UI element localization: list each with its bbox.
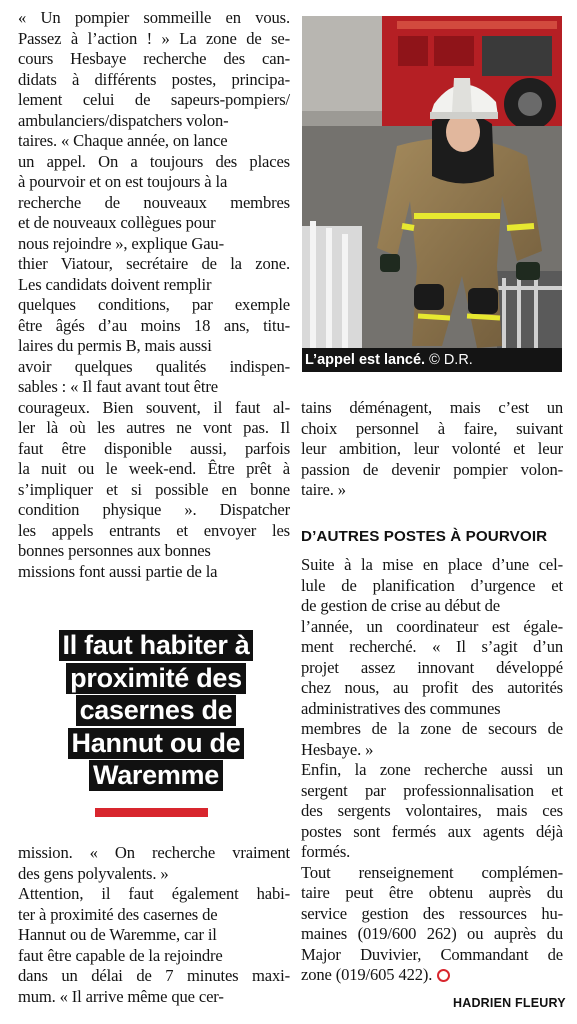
article-text-line: des sergents volontaires, mais ces (301, 801, 563, 820)
photo-caption-text: L’appel est lancé. (305, 352, 426, 368)
firefighter-photo-illustration (302, 16, 562, 372)
article-text-line: cours Hesbaye recherche des can- (18, 49, 290, 68)
article-text-line: ambulanciers/dispatchers volon- (18, 110, 229, 130)
article-text-line: leur ambition, leur volonté et leur (301, 439, 563, 458)
pull-quote-line: Il faut habiter à (59, 630, 254, 661)
article-text-line: choix personnel à faire, suivant (301, 418, 563, 438)
article-text-line: condition physique ». Dispatcher (18, 500, 290, 519)
article-text-line: missions font aussi partie de la (18, 561, 218, 581)
article-photo (302, 16, 562, 372)
article-text-line: ler là où les autres ne vont pas. Il (18, 418, 290, 437)
article-text-line: mission. « On recherche vraiment (18, 843, 290, 862)
article-text-line: administratives des communes (301, 698, 501, 718)
article-text-line: la nuit ou le week-end. Être prêt à (18, 459, 290, 478)
article-text-line: s’impliquer et si possible en bonne (18, 479, 290, 499)
article-text-line: formés. (301, 842, 351, 861)
article-text-line: didats à différents postes, principa- (18, 69, 290, 89)
article-text-line: « Un pompier sommeille en vous. (18, 8, 290, 27)
article-text-line: service gestion des ressources hu- (301, 903, 563, 923)
article-text-line: nous rejoindre », explique Gau- (18, 233, 224, 253)
article-text-line: des gens polyvalents. » (18, 863, 169, 883)
pull-quote-line: Hannut ou de (68, 728, 245, 759)
article-column-right-end (301, 555, 563, 986)
article-text-line: courageux. Bien souvent, il faut al- (18, 397, 290, 417)
article-column-right-mid (301, 398, 563, 501)
end-of-article-icon (437, 969, 450, 982)
article-text-line: zone (019/605 422). (301, 965, 563, 986)
article-text-line: l’année, un coordinateur est égale- (301, 616, 563, 636)
article-text-line: Tout renseignement complémen- (301, 862, 563, 882)
article-text-line: ter à proximité des casernes de (18, 904, 218, 924)
article-text-line: sables : « Il faut avant tout être (18, 377, 218, 396)
article-text-line: lement celui de sapeurs-pompiers/ (18, 90, 290, 109)
article-text-line: projet assez innovant développé (301, 657, 563, 677)
article-text-line: faut être capable de la rejoindre (18, 945, 223, 965)
article-text-line: chez nous, au profit des autorités (301, 678, 563, 697)
photo-caption (302, 348, 562, 372)
article-text-line: mum. « Il arrive même que cer- (18, 986, 224, 1006)
article-text-line: Attention, il faut également habi- (18, 884, 290, 903)
pull-quote-line: Waremme (89, 760, 223, 791)
article-text-line: maines (019/600 262) ou auprès du (301, 924, 563, 943)
article-text-line: passion de devenir pompier volon- (301, 459, 563, 479)
article-text-line: les appels entrants et envoyer les (18, 520, 290, 540)
article-text-line: être âgés d’au moins 18 ans, titu- (18, 315, 290, 335)
article-text-line: Hannut ou de Waremme, car il (18, 925, 217, 944)
article-text-line: de gestion de crise au début de (301, 596, 501, 615)
article-text-line: recherche de nouveaux membres (18, 192, 290, 212)
pull-quote-line: proximité des (66, 663, 246, 694)
article-text-line: avoir quelques qualités indispen- (18, 356, 290, 376)
article-text-line: membres de la zone de secours de (301, 719, 563, 738)
pull-quote-line: casernes de (76, 695, 237, 726)
article-text-line: lule de planification d’urgence et (301, 575, 563, 595)
article-text-line: faut être disponible aussi, parfois (18, 438, 290, 458)
article-text-line: dans un délai de 7 minutes maxi- (18, 966, 290, 985)
article-text-line: laires du permis B, mais aussi (18, 336, 212, 355)
article-text-line: bonnes personnes aux bonnes (18, 541, 211, 560)
article-text-line: sergent par professionnalisation et (301, 780, 563, 800)
article-text-line: postes sont fermés aux agents déjà (301, 821, 563, 841)
photo-credit: © D.R. (429, 352, 473, 368)
article-text-line: Les candidats doivent remplir (18, 274, 212, 294)
article-text-line: Hesbaye. » (301, 739, 374, 759)
article-text-line: Enfin, la zone recherche aussi un (301, 760, 563, 779)
article-text-line: et de nouveaux collègues pour (18, 213, 216, 232)
article-text-line: tains déménagent, mais c’est un (301, 398, 563, 417)
article-text-line: Passez à l’action ! » La zone de se- (18, 28, 290, 48)
article-text-line: taire. » (301, 480, 346, 499)
article-text-line: ment recherché. « Il s’agit d’un (301, 637, 563, 656)
pull-quote (22, 630, 290, 793)
article-text-line: Major Duvivier, Commandant de (301, 944, 563, 964)
article-text-line: taires. « Chaque année, on lance (18, 131, 228, 150)
article-column-left-bottom (18, 843, 290, 1007)
article-text-line: à pourvoir et on est toujours à la (18, 172, 228, 191)
article-text-line: quelques conditions, par exemple (18, 295, 290, 314)
article-column-left-top (18, 8, 290, 582)
article-text-line: Suite à la mise en place d’une cel- (301, 555, 563, 574)
byline: HADRIEN FLEURY (453, 996, 566, 1010)
article-text-line: thier Viatour, secrétaire de la zone. (18, 254, 290, 273)
pull-quote-rule (95, 808, 208, 817)
article-text-line: un appel. On a toujours des places (18, 151, 290, 171)
section-heading: D’AUTRES POSTES À POURVOIR (301, 528, 548, 545)
article-text-line: taire peut être obtenu auprès du (301, 883, 563, 902)
